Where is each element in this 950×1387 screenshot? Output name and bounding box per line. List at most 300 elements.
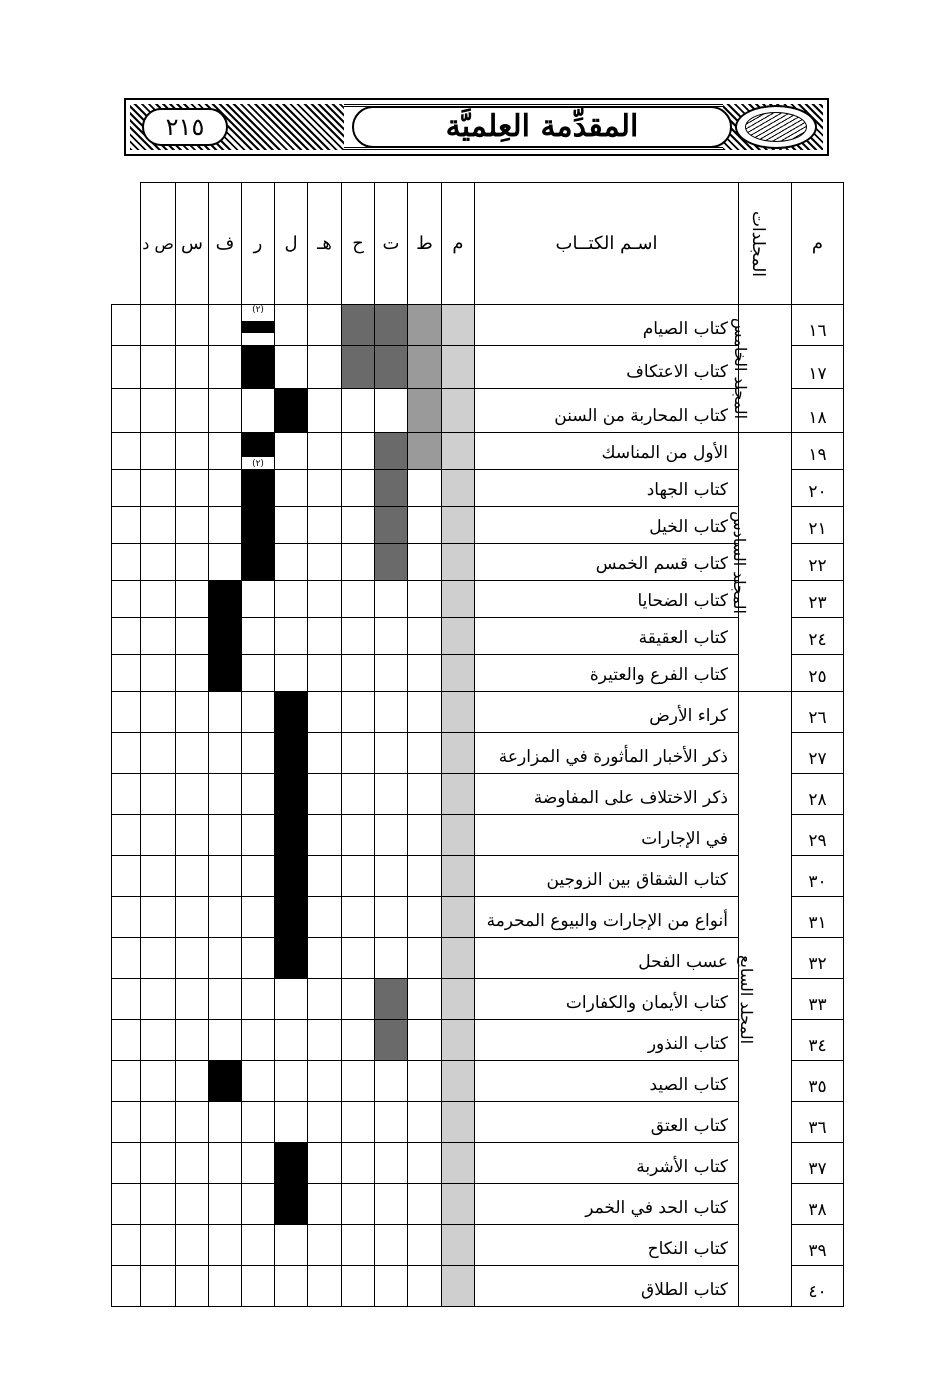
row-number: ٢٥: [792, 655, 844, 692]
source-cell: [375, 897, 408, 938]
source-cell: [141, 655, 176, 692]
source-cell: [242, 897, 275, 938]
source-cell: [112, 433, 141, 470]
row-number: ٢٩: [792, 815, 844, 856]
source-cell-filled: [442, 733, 475, 774]
source-cell: [112, 1020, 141, 1061]
source-cell: [308, 1184, 342, 1225]
source-cell: [375, 1061, 408, 1102]
book-name: في الإجارات: [475, 815, 739, 856]
source-cell: [176, 1266, 209, 1307]
source-cell: [176, 346, 209, 389]
source-cell: [112, 1225, 141, 1266]
source-cell-filled: [275, 389, 308, 433]
source-cell-filled: [242, 544, 275, 581]
book-name: كتاب الجهاد: [475, 470, 739, 507]
book-name: أنواع من الإجارات والبيوع المحرمة: [475, 897, 739, 938]
source-cell: [176, 433, 209, 470]
book-name: كتاب النذور: [475, 1020, 739, 1061]
source-cell: [209, 470, 242, 507]
source-cell-filled: [442, 581, 475, 618]
source-cell: [112, 1143, 141, 1184]
column-header-source: ت: [375, 183, 408, 305]
source-cell: [275, 1061, 308, 1102]
source-cell: [112, 733, 141, 774]
source-cell: [242, 815, 275, 856]
source-cell: [275, 507, 308, 544]
table-row: [112, 1102, 844, 1143]
source-cell-filled: [375, 1020, 408, 1061]
source-cell: [342, 1184, 375, 1225]
source-cell: [112, 346, 141, 389]
book-name: كتاب المحاربة من السنن: [475, 389, 739, 433]
source-cell: [112, 389, 141, 433]
column-header-volumes: المجلدات: [739, 183, 792, 305]
column-header-source: ص د: [141, 183, 176, 305]
source-cell: [342, 897, 375, 938]
source-cell: [141, 305, 176, 346]
source-cell: [375, 774, 408, 815]
source-cell-filled: [375, 544, 408, 581]
source-cell: [176, 733, 209, 774]
book-name: كتاب الحد في الخمر: [475, 1184, 739, 1225]
book-name: ذكر الأخبار المأثورة في المزارعة: [475, 733, 739, 774]
source-cell: [308, 897, 342, 938]
column-header-source: هـ: [308, 183, 342, 305]
table-row: [112, 581, 844, 618]
source-cell: [408, 581, 442, 618]
source-cell-filled: [442, 1102, 475, 1143]
source-cell: [408, 1061, 442, 1102]
source-cell-filled: [442, 433, 475, 470]
source-cell: [242, 733, 275, 774]
source-cell: [375, 655, 408, 692]
source-cell: [375, 1184, 408, 1225]
source-cell: [242, 1020, 275, 1061]
source-cell: [308, 815, 342, 856]
table-row: [112, 544, 844, 581]
source-cell: [342, 1020, 375, 1061]
source-cell-filled: [442, 470, 475, 507]
source-cell: [176, 1225, 209, 1266]
source-cell: [308, 1102, 342, 1143]
book-name: كتاب الأشربة: [475, 1143, 739, 1184]
source-cell: [141, 938, 176, 979]
volume-group-cell: المجلد السابع: [739, 692, 792, 1307]
source-cell-filled: [442, 1143, 475, 1184]
row-number: ١٦: [792, 305, 844, 346]
source-cell-filled: [209, 1061, 242, 1102]
source-cell: [242, 692, 275, 733]
source-cell-filled: [408, 389, 442, 433]
source-cell: [112, 815, 141, 856]
source-cell: [242, 1102, 275, 1143]
source-cell: [209, 774, 242, 815]
source-cell-filled: [242, 470, 275, 507]
source-cell-filled: [375, 979, 408, 1020]
source-cell: [112, 1102, 141, 1143]
source-cell: [408, 692, 442, 733]
volume-group-cell: المجلد السادس: [739, 433, 792, 692]
table-row: [112, 1143, 844, 1184]
row-number: ٣٨: [792, 1184, 844, 1225]
book-name: عسب الفحل: [475, 938, 739, 979]
source-cell: [176, 1061, 209, 1102]
source-cell-filled: [275, 938, 308, 979]
source-cell: [141, 346, 176, 389]
table-row: [112, 433, 844, 470]
source-cell: [375, 1102, 408, 1143]
source-cell: [209, 1020, 242, 1061]
book-name: كتاب الضحايا: [475, 581, 739, 618]
table-header-row: [112, 183, 844, 305]
book-name: كتاب العتق: [475, 1102, 739, 1143]
table-row: [112, 618, 844, 655]
source-cell: [141, 897, 176, 938]
source-cell: [141, 856, 176, 897]
source-cell: [375, 692, 408, 733]
source-cell: [141, 544, 176, 581]
source-cell: [342, 856, 375, 897]
source-cell: [308, 470, 342, 507]
source-cell: [408, 1225, 442, 1266]
source-cell: [342, 470, 375, 507]
source-cell: [308, 655, 342, 692]
footnote-mark: (٢): [242, 459, 274, 469]
source-cell: [342, 507, 375, 544]
source-cell: [242, 655, 275, 692]
column-header-source: ل: [275, 183, 308, 305]
source-cell-filled: [275, 1184, 308, 1225]
source-cell: [209, 544, 242, 581]
source-cell-filled: [342, 305, 375, 346]
source-cell: [308, 692, 342, 733]
source-cell: [176, 544, 209, 581]
row-number: ٢٢: [792, 544, 844, 581]
source-cell: [375, 1143, 408, 1184]
source-cell: [408, 655, 442, 692]
source-cell: [408, 470, 442, 507]
source-cell: [308, 618, 342, 655]
source-cell: [275, 470, 308, 507]
source-cell: [342, 1266, 375, 1307]
table-row: [112, 1225, 844, 1266]
book-name: كتاب الشقاق بين الزوجين: [475, 856, 739, 897]
source-cell: [308, 979, 342, 1020]
source-cell: [209, 346, 242, 389]
source-cell: [209, 692, 242, 733]
source-cell-filled: [442, 1266, 475, 1307]
source-cell: [112, 581, 141, 618]
row-number: ٣٦: [792, 1102, 844, 1143]
source-cell: [408, 1102, 442, 1143]
column-header-book-name: اسـم الكتــاب: [475, 183, 739, 305]
source-cell-filled: [408, 433, 442, 470]
table-row: [112, 815, 844, 856]
source-cell: [408, 1266, 442, 1307]
source-cell: [408, 1184, 442, 1225]
source-cell: [275, 1102, 308, 1143]
source-cell: [242, 389, 275, 433]
source-cell: [408, 774, 442, 815]
source-cell: [209, 856, 242, 897]
source-cell: [308, 544, 342, 581]
source-cell: [408, 979, 442, 1020]
source-cell: [408, 544, 442, 581]
source-cell: [375, 389, 408, 433]
source-cell: [342, 1061, 375, 1102]
row-number: ٣٤: [792, 1020, 844, 1061]
source-cell: [112, 544, 141, 581]
source-cell: [375, 1266, 408, 1307]
row-number: ٣٠: [792, 856, 844, 897]
source-cell: [342, 733, 375, 774]
source-cell: [308, 507, 342, 544]
source-cell: [275, 305, 308, 346]
source-cell: [176, 655, 209, 692]
row-number: ٣٢: [792, 938, 844, 979]
source-cell: [408, 733, 442, 774]
source-cell-filled: [242, 433, 275, 470]
source-cell: [242, 1061, 275, 1102]
row-number: ٣٣: [792, 979, 844, 1020]
row-number: ٤٠: [792, 1266, 844, 1307]
source-cell-filled: [275, 815, 308, 856]
source-cell: [176, 1143, 209, 1184]
table-row: [112, 1266, 844, 1307]
table-row: [112, 389, 844, 433]
source-cell: [242, 1266, 275, 1307]
source-cell: [308, 389, 342, 433]
source-cell-filled: [242, 305, 275, 346]
table-row: [112, 655, 844, 692]
book-name: كتاب الصيد: [475, 1061, 739, 1102]
source-cell-filled: [375, 346, 408, 389]
row-number: ١٨: [792, 389, 844, 433]
book-name: كتاب الفرع والعتيرة: [475, 655, 739, 692]
source-cell: [141, 1184, 176, 1225]
source-cell: [112, 1266, 141, 1307]
source-cell: [308, 1020, 342, 1061]
book-name: كتاب الاعتكاف: [475, 346, 739, 389]
source-cell: [242, 774, 275, 815]
source-cell-filled: [408, 305, 442, 346]
source-cell-filled: [242, 507, 275, 544]
page-title: المقدِّمة العِلميَّة: [352, 106, 732, 148]
source-cell-filled: [375, 470, 408, 507]
table-row: [112, 979, 844, 1020]
source-cell: [176, 856, 209, 897]
row-number: ٢٣: [792, 581, 844, 618]
table-row: [112, 856, 844, 897]
source-cell: [275, 544, 308, 581]
source-cell: [176, 897, 209, 938]
source-cell-filled: [275, 856, 308, 897]
source-cell-filled: [442, 938, 475, 979]
source-cell: [275, 346, 308, 389]
source-cell: [308, 856, 342, 897]
source-cell-filled: [442, 815, 475, 856]
source-cell: [141, 733, 176, 774]
source-cell-filled: [408, 346, 442, 389]
source-cell-filled: [275, 1143, 308, 1184]
source-cell: [342, 544, 375, 581]
book-name: كتاب النكاح: [475, 1225, 739, 1266]
source-cell: [408, 897, 442, 938]
source-cell: [209, 507, 242, 544]
source-cell: [112, 507, 141, 544]
source-cell-filled: [375, 305, 408, 346]
source-cell: [112, 979, 141, 1020]
source-cell: [275, 1266, 308, 1307]
source-cell: [141, 507, 176, 544]
source-cell: [375, 1225, 408, 1266]
source-cell: [112, 1184, 141, 1225]
source-cell-filled: [442, 1184, 475, 1225]
source-cell: [176, 938, 209, 979]
source-cell-filled: [442, 692, 475, 733]
source-cell-filled: [442, 618, 475, 655]
row-number: ٢١: [792, 507, 844, 544]
source-cell-filled: [209, 618, 242, 655]
source-cell: [275, 1225, 308, 1266]
source-cell: [209, 733, 242, 774]
source-cell: [242, 979, 275, 1020]
source-cell: [375, 856, 408, 897]
source-cell: [342, 815, 375, 856]
source-cell: [375, 815, 408, 856]
source-cell-filled: [442, 655, 475, 692]
table-row: [112, 938, 844, 979]
source-cell: [342, 581, 375, 618]
source-cell-filled: [442, 979, 475, 1020]
source-cell: [176, 979, 209, 1020]
source-cell: [342, 1225, 375, 1266]
source-cell: [141, 618, 176, 655]
source-cell: [112, 1061, 141, 1102]
books-sources-table: [111, 182, 844, 1307]
source-cell: [342, 389, 375, 433]
row-number: ٢٦: [792, 692, 844, 733]
source-cell: [112, 305, 141, 346]
source-cell: [112, 618, 141, 655]
column-header-source: ف: [209, 183, 242, 305]
source-cell: [112, 774, 141, 815]
source-cell: [141, 1266, 176, 1307]
book-name: ذكر الاختلاف على المفاوضة: [475, 774, 739, 815]
source-cell: [342, 433, 375, 470]
source-cell: [275, 433, 308, 470]
source-cell: [308, 1061, 342, 1102]
source-cell: [176, 305, 209, 346]
source-cell: [209, 897, 242, 938]
source-cell: [242, 1184, 275, 1225]
source-cell-filled: [375, 507, 408, 544]
book-name: كتاب قسم الخمس: [475, 544, 739, 581]
source-cell: [209, 1266, 242, 1307]
source-cell: [141, 1061, 176, 1102]
source-cell: [141, 581, 176, 618]
source-cell: [176, 815, 209, 856]
book-name: الأول من المناسك: [475, 433, 739, 470]
source-cell: [176, 1020, 209, 1061]
source-cell-filled: [442, 856, 475, 897]
source-cell: [275, 1020, 308, 1061]
row-number: ٢٧: [792, 733, 844, 774]
source-cell-filled: [442, 544, 475, 581]
source-cell-filled: [442, 507, 475, 544]
source-cell: [408, 507, 442, 544]
source-cell: [209, 1184, 242, 1225]
source-cell: [408, 1143, 442, 1184]
source-cell: [242, 1225, 275, 1266]
source-cell: [375, 618, 408, 655]
source-cell: [275, 618, 308, 655]
source-cell: [141, 692, 176, 733]
source-cell: [375, 733, 408, 774]
source-cell: [308, 1143, 342, 1184]
book-name: كراء الأرض: [475, 692, 739, 733]
source-cell: [308, 774, 342, 815]
source-cell: [342, 692, 375, 733]
source-cell: [242, 856, 275, 897]
source-cell: [176, 1102, 209, 1143]
row-number: ٣٧: [792, 1143, 844, 1184]
source-cell: [176, 692, 209, 733]
source-cell-filled: [442, 897, 475, 938]
source-cell: [408, 815, 442, 856]
source-cell: [308, 346, 342, 389]
row-number: ٢٤: [792, 618, 844, 655]
source-cell: [242, 618, 275, 655]
source-cell: [209, 979, 242, 1020]
source-cell: [209, 815, 242, 856]
book-name: كتاب الأيمان والكفارات: [475, 979, 739, 1020]
book-name: كتاب الصيام: [475, 305, 739, 346]
source-cell: [176, 470, 209, 507]
source-cell: [308, 1266, 342, 1307]
publisher-logo-seal: [735, 105, 817, 149]
source-cell: [342, 774, 375, 815]
page-number: ٢١٥: [142, 108, 228, 146]
row-number: ١٩: [792, 433, 844, 470]
column-header-num: م: [792, 183, 844, 305]
row-number: ٢٠: [792, 470, 844, 507]
source-cell: [176, 389, 209, 433]
table-row: [112, 692, 844, 733]
source-cell-filled: [442, 1020, 475, 1061]
column-header-source: ح: [342, 183, 375, 305]
source-cell: [176, 507, 209, 544]
source-cell: [342, 618, 375, 655]
source-cell: [209, 1225, 242, 1266]
source-cell: [141, 979, 176, 1020]
table-row: [112, 1184, 844, 1225]
table-row: [112, 507, 844, 544]
source-cell: [242, 938, 275, 979]
source-cell: [141, 1020, 176, 1061]
source-cell: [275, 581, 308, 618]
table-row: [112, 774, 844, 815]
source-cell-filled: [209, 655, 242, 692]
book-name: كتاب العقيقة: [475, 618, 739, 655]
row-number: ٢٨: [792, 774, 844, 815]
source-cell-filled: [442, 389, 475, 433]
source-cell: [141, 1225, 176, 1266]
source-cell: [112, 897, 141, 938]
source-cell: [308, 1225, 342, 1266]
source-cell: [176, 1184, 209, 1225]
